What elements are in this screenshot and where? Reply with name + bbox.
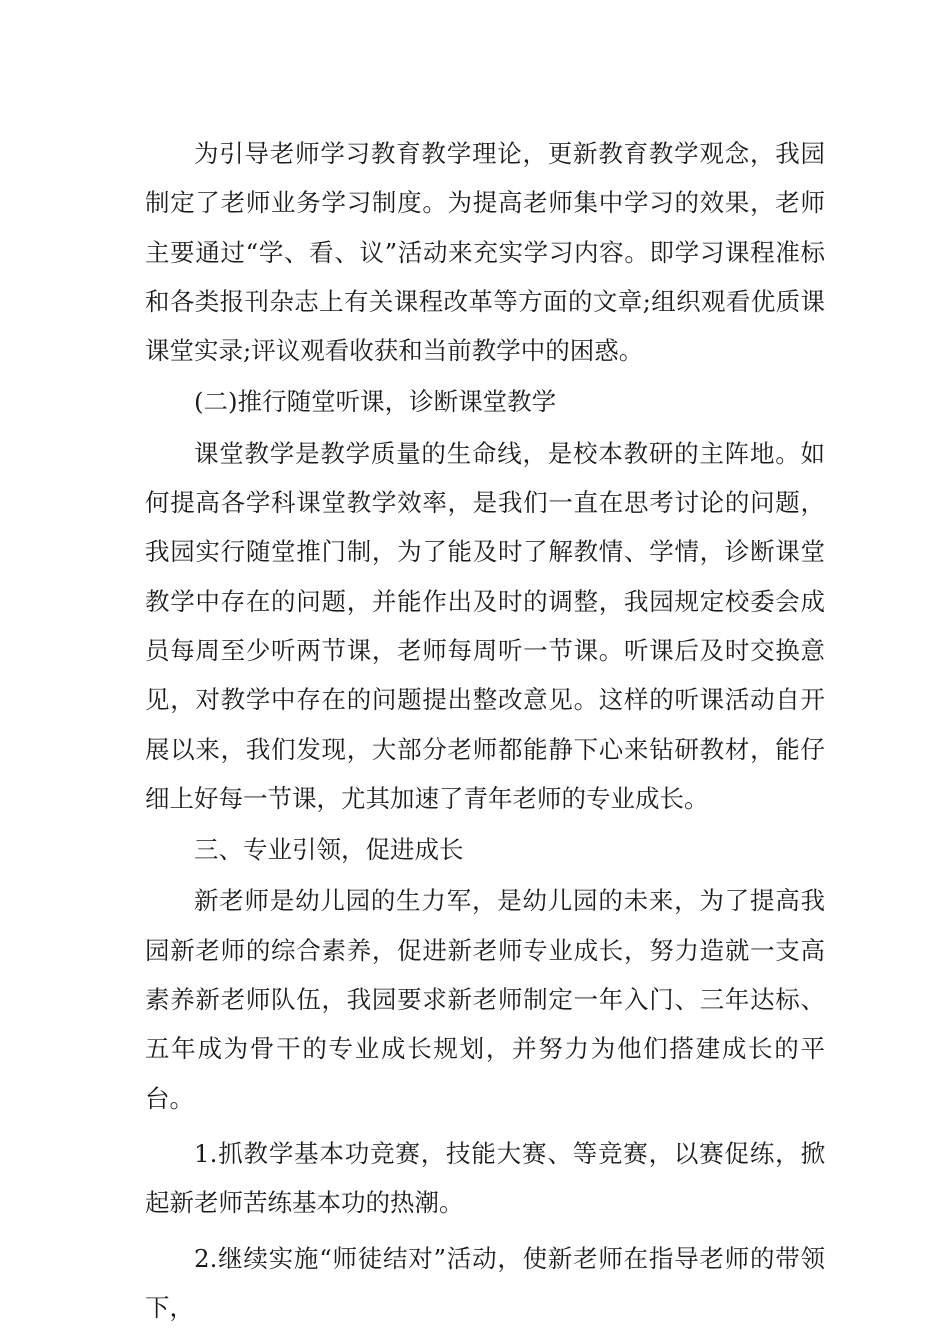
section-heading-professional-growth: 三、专业引领，促进成长 [194, 835, 464, 865]
paragraph-class-observation: 课堂教学是教学质量的生命线，是校本教研的主阵地。如何提高各学科课堂教学效率，是我们一直在思考讨论的问题，我园实行随堂推门制，为了能及时了解教情、学情，诊断课堂教学中存在的问题，并能作出及时的调整，我园规定校委会成员每周至少听两节课，老师每周听一节课。听课后及时交换意见，对教学中存在的问题提出整改意见。这样的听课活动自开展以来，我们发现，大部分老师都能静下心来钻研教材，能仔细上好每一节课，尤其加速了青年老师的专业成长。 [145, 438, 825, 813]
section-heading-class-observation: (二)推行随堂听课，诊断课堂教学 [194, 387, 557, 417]
list-item-mentorship: 2.继续实施“师徒结对”活动，使新老师在指导老师的带领下， [145, 1243, 825, 1322]
paragraph-study-system: 为引导老师学习教育教学理论，更新教育教学观念，我园制定了老师业务学习制度。为提高老师集中学习的效果，老师主要通过“学、看、议”活动来充实学习内容。即学习课程准标和各类报刊杂志上有关课程改革等方面的文章;组织观看优质课课堂实录;评议观看收获和当前教学中的困惑。 [145, 139, 825, 366]
document-body [145, 129, 825, 1332]
paragraph-new-teachers: 新老师是幼儿园的生力军，是幼儿园的未来，为了提高我园新老师的综合素养，促进新老师专业成长，努力造就一支高素养新老师队伍，我园要求新老师制定一年入门、三年达标、五年成为骨干的专业成长规划，并努力为他们搭建成长的平台。 [145, 886, 825, 1113]
list-item-competition: 1.抓教学基本功竞赛，技能大赛、等竞赛，以赛促练，掀起新老师苦练基本功的热潮。 [145, 1138, 825, 1218]
